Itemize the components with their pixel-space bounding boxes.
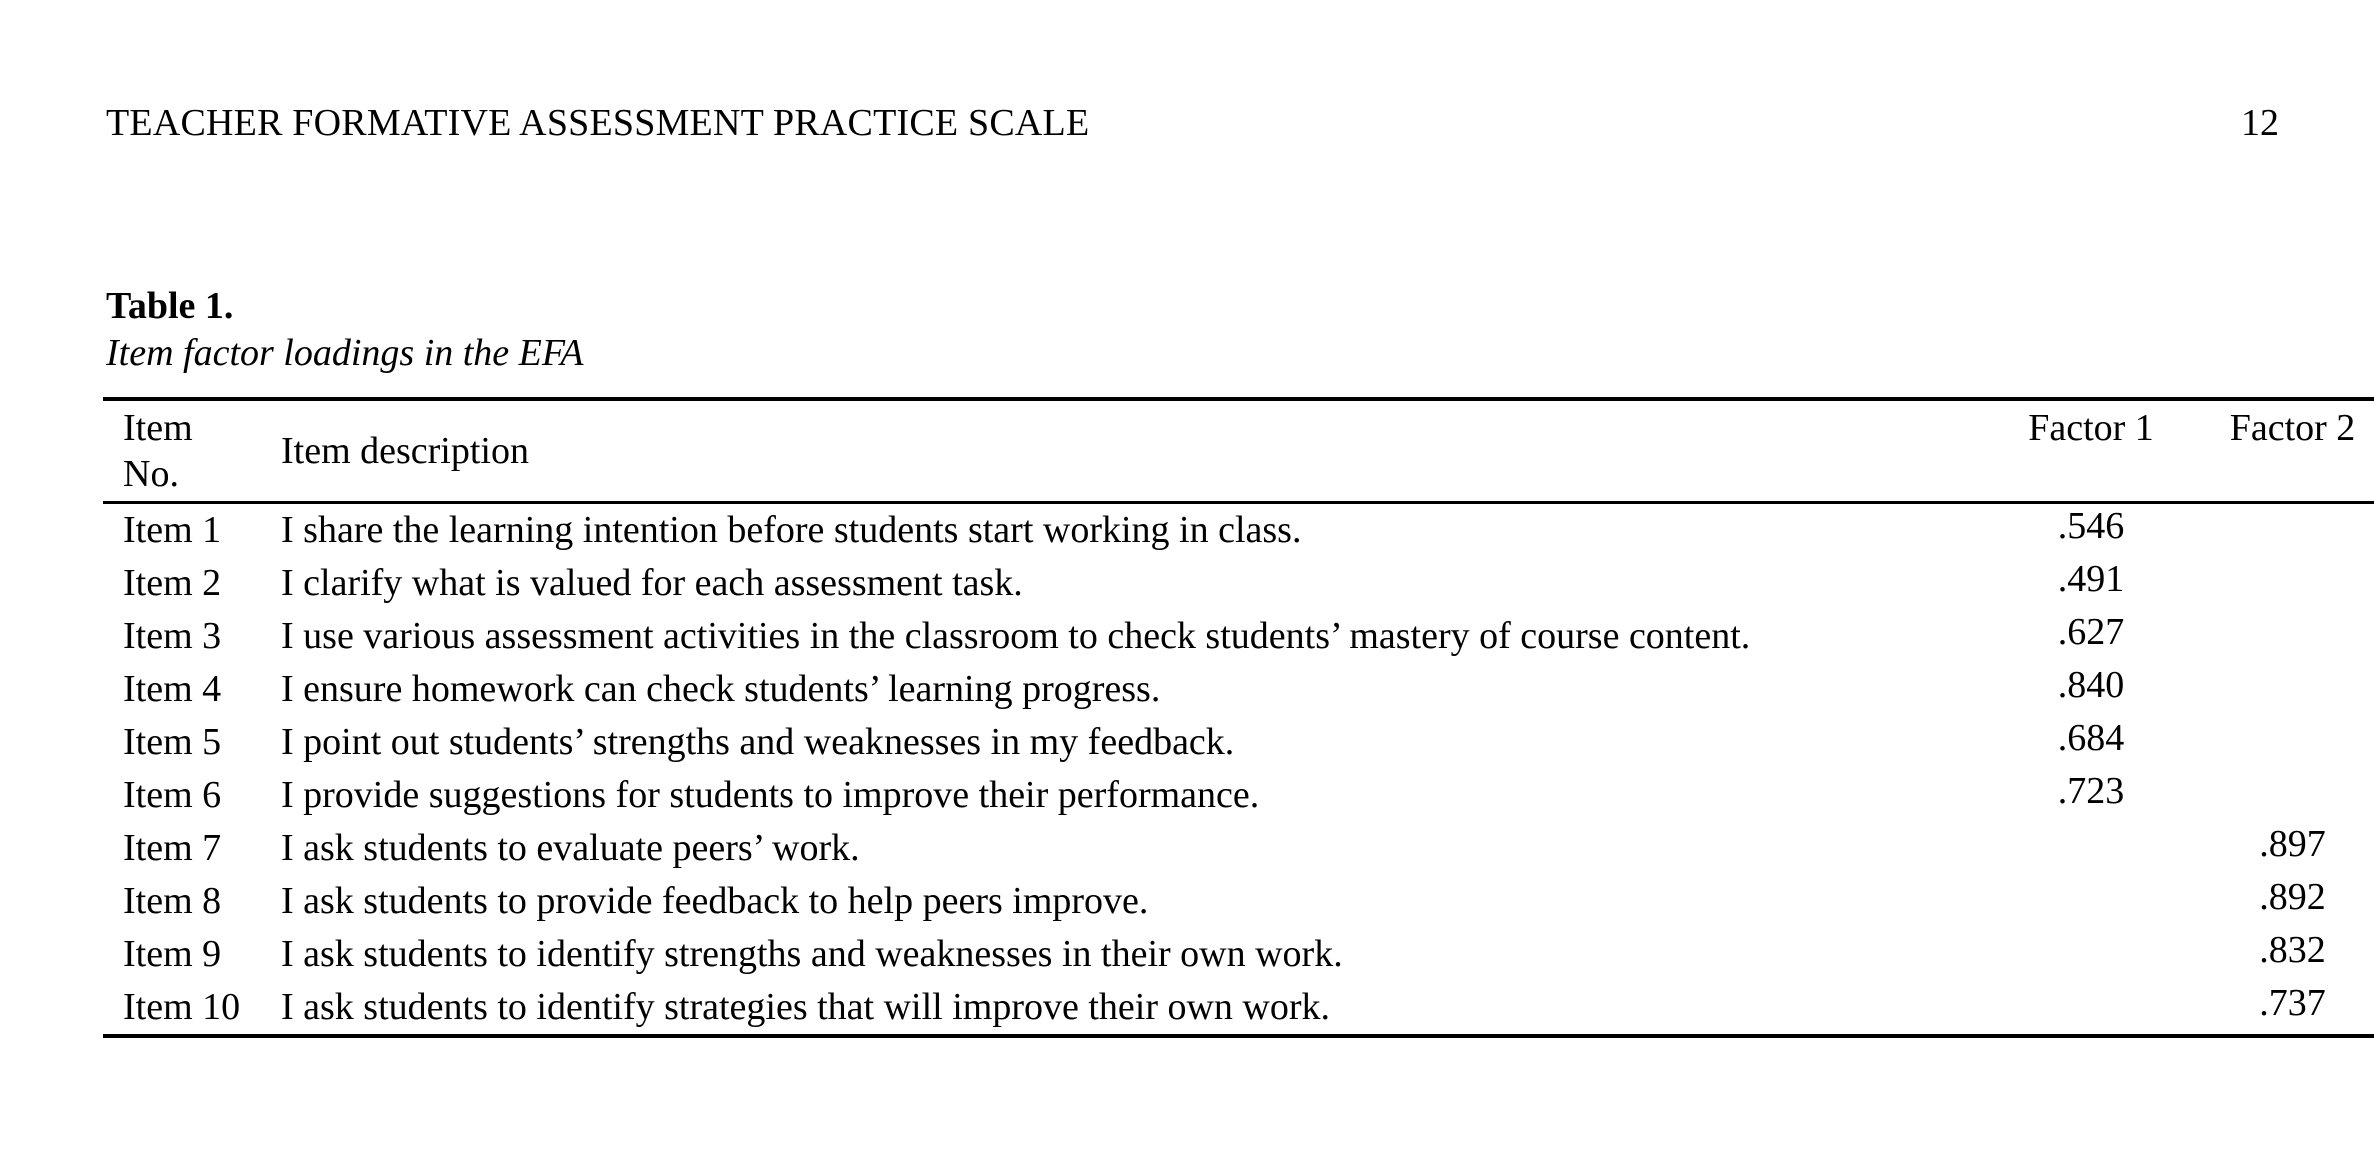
cell-item-description: I point out students’ strengths and weaknesses in my feedback.: [281, 721, 1235, 763]
cell-factor2: [2191, 610, 2374, 663]
cell-factor2: .832: [2259, 929, 2326, 971]
table-number: Table 1.: [106, 285, 234, 327]
cell-item-no: Item 1: [123, 509, 222, 551]
cell-item-no: Item 6: [123, 774, 222, 816]
cell-item-description: I ask students to provide feedback to help peers improve.: [281, 880, 1149, 922]
table-body: [103, 503, 2374, 1037]
table-row: [103, 769, 2374, 822]
cell-item-description: I ask students to identify strengths and weaknesses in their own work.: [281, 933, 1343, 975]
table-header-row: [103, 399, 2374, 503]
cell-factor1: .723: [2057, 770, 2125, 812]
column-header-item-no: [103, 399, 271, 503]
cell-factor1: .491: [2057, 558, 2125, 600]
cell-factor2: .897: [2259, 823, 2326, 865]
column-header-factor1: Factor 1: [2028, 407, 2154, 449]
cell-item-no: Item 8: [123, 880, 222, 922]
table-row: [103, 981, 2374, 1036]
cell-item-description: I share the learning intention before students start working in class.: [281, 509, 1302, 551]
table-row: [103, 610, 2374, 663]
page-number: 12: [2241, 102, 2279, 144]
column-header-description: Item description: [281, 430, 529, 472]
cell-factor1: [1991, 981, 2191, 1036]
cell-factor1: .627: [2057, 611, 2125, 653]
cell-factor2: [2191, 769, 2374, 822]
cell-item-description: I ask students to evaluate peers’ work.: [281, 827, 860, 869]
table-row: [103, 663, 2374, 716]
column-header-item-no-line2: No.: [123, 453, 179, 495]
cell-item-description: I use various assessment activities in the classroom to check students’ mastery of course content.: [281, 615, 1751, 657]
cell-item-description: I ensure homework can check students’ learning progress.: [281, 668, 1161, 710]
cell-item-no: Item 5: [123, 721, 222, 763]
cell-item-no: Item 10: [123, 986, 241, 1028]
table-row: [103, 875, 2374, 928]
cell-item-no: Item 7: [123, 827, 222, 869]
table-row: [103, 928, 2374, 981]
cell-factor2: [2191, 503, 2374, 558]
cell-factor1: .546: [2057, 505, 2125, 547]
cell-factor1: [1991, 875, 2191, 928]
cell-factor2: .737: [2259, 982, 2326, 1024]
cell-item-description: I clarify what is valued for each assessment task.: [281, 562, 1023, 604]
cell-item-description: I provide suggestions for students to improve their performance.: [281, 774, 1260, 816]
table: [103, 397, 2374, 1038]
cell-factor2: [2191, 557, 2374, 610]
cell-factor2: [2191, 663, 2374, 716]
cell-item-description: I ask students to identify strategies that will improve their own work.: [281, 986, 1331, 1028]
cell-factor2: [2191, 716, 2374, 769]
cell-factor1: .840: [2057, 664, 2125, 706]
cell-item-no: Item 4: [123, 668, 222, 710]
table-row: [103, 716, 2374, 769]
column-header-item-no-line1: Item: [123, 407, 193, 449]
cell-factor1: [1991, 822, 2191, 875]
cell-item-no: Item 9: [123, 933, 222, 975]
cell-factor1: [1991, 928, 2191, 981]
cell-factor1: .684: [2057, 717, 2125, 759]
cell-item-no: Item 2: [123, 562, 222, 604]
table-title: Item factor loadings in the EFA: [106, 332, 584, 374]
table-row: [103, 557, 2374, 610]
cell-item-no: Item 3: [123, 615, 222, 657]
factor-loadings-table: [103, 397, 2356, 1038]
table-row: [103, 822, 2374, 875]
column-header-factor2: Factor 2: [2229, 407, 2356, 449]
cell-factor2: .892: [2259, 876, 2326, 918]
table-row: [103, 503, 2374, 558]
running-head: TEACHER FORMATIVE ASSESSMENT PRACTICE SCALE: [106, 102, 1090, 144]
